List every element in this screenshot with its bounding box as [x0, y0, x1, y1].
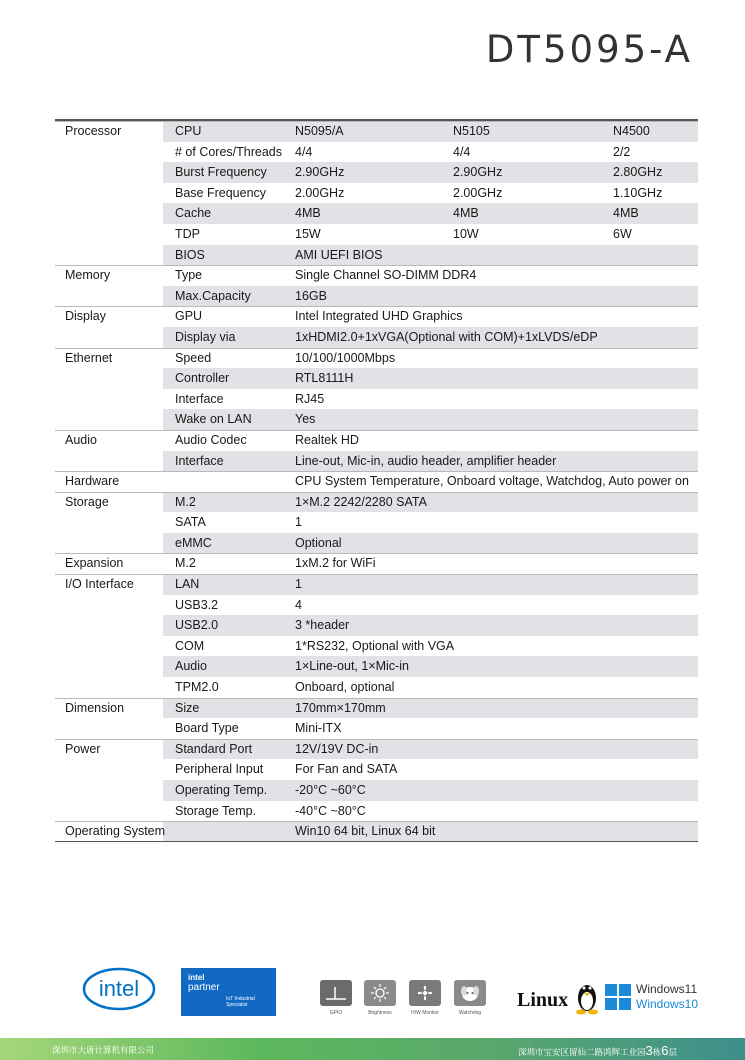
- logo-strip: [0, 962, 745, 1022]
- spec-group-label: [65, 636, 165, 657]
- spec-item-label: BIOS: [175, 247, 205, 262]
- spec-value: 1: [295, 515, 302, 530]
- spec-group-label: Storage: [65, 494, 109, 509]
- spec-item-label: Speed: [175, 350, 212, 365]
- spec-item-label: Operating Temp.: [175, 783, 268, 797]
- spec-item-label: Peripheral Input: [175, 762, 264, 777]
- spec-group-label: I/O Interface: [65, 577, 134, 592]
- spec-group-label: Ethernet: [65, 350, 113, 365]
- partner-specialist-text: IoT Industrial Specialist: [226, 996, 255, 1008]
- spec-group-label: [65, 203, 165, 224]
- spec-row: [55, 368, 698, 389]
- spec-value: RJ45: [295, 391, 325, 406]
- spec-value: 2.00GHz: [295, 185, 345, 200]
- spec-row: [55, 142, 698, 163]
- spec-value: RTL8111H: [295, 371, 354, 386]
- linux-logo: [515, 974, 599, 1016]
- spec-value: For Fan and SATA: [295, 762, 398, 777]
- footer-address: [518, 1043, 677, 1058]
- spec-row: [55, 389, 698, 410]
- spec-row: [55, 512, 698, 533]
- spec-group-label: [65, 245, 165, 266]
- spec-group-label: [65, 512, 165, 533]
- spec-value-2: 10W: [453, 226, 479, 241]
- watchdog-label: Watchdog: [458, 1010, 482, 1016]
- spec-row: [55, 327, 698, 348]
- spec-row: [55, 306, 698, 327]
- spec-row: [55, 780, 698, 801]
- spec-value-2: 2.90GHz: [453, 165, 503, 180]
- spec-item-label: Standard Port: [175, 741, 253, 756]
- spec-value: 1: [295, 577, 302, 592]
- spec-value-3: 1.10GHz: [613, 185, 663, 200]
- spec-group-label: [65, 409, 165, 430]
- product-title: DT5095-A: [485, 28, 693, 71]
- spec-group-label: [65, 162, 165, 183]
- spec-item-label: Interface: [175, 391, 224, 406]
- spec-value: AMI UEFI BIOS: [295, 247, 383, 262]
- footer-address-suffix: 层: [668, 1047, 677, 1057]
- spec-row: [55, 409, 698, 430]
- spec-row: [55, 203, 698, 224]
- spec-value: Mini-ITX: [295, 721, 342, 736]
- spec-value: Yes: [295, 412, 316, 427]
- spec-row: [55, 224, 698, 245]
- spec-item-label: Burst Frequency: [175, 165, 267, 180]
- spec-value: CPU System Temperature, Onboard voltage, Watchdog, Auto power on: [295, 474, 689, 489]
- spec-value-2: 2.00GHz: [453, 185, 503, 200]
- spec-group-label: Audio: [65, 432, 97, 447]
- spec-row: [55, 553, 698, 574]
- spec-group-label: Operating System: [65, 824, 166, 839]
- spec-value: 1xM.2 for WiFi: [295, 556, 376, 571]
- spec-item-label: Interface: [175, 453, 224, 468]
- spec-value: Intel Integrated UHD Graphics: [295, 309, 463, 324]
- partner-text: partner: [188, 982, 220, 993]
- spec-group-label: Processor: [65, 124, 122, 138]
- footer-bar: [0, 1038, 745, 1060]
- spec-item-label: Wake on LAN: [175, 412, 252, 427]
- spec-row: [55, 656, 698, 677]
- spec-value-3: 6W: [613, 226, 632, 241]
- spec-value: 10/100/1000Mbps: [295, 350, 396, 365]
- spec-group-label: [65, 780, 165, 801]
- spec-group-label: [65, 801, 165, 822]
- spec-group-label: Display: [65, 309, 106, 324]
- spec-item-label: Storage Temp.: [175, 803, 257, 818]
- watchdog-icon: [454, 980, 486, 1016]
- spec-item-label: Audio: [175, 659, 207, 674]
- spec-item-label: Display via: [175, 329, 236, 344]
- spec-value-2: N5105: [453, 124, 490, 138]
- spec-value-3: N4500: [613, 124, 650, 138]
- spec-item-label: GPU: [175, 309, 203, 324]
- windows10-text: Windows10: [636, 997, 699, 1011]
- brightness-label: Brightness: [368, 1010, 392, 1016]
- spec-value: 4MB: [295, 206, 321, 221]
- spec-group-label: Power: [65, 741, 101, 756]
- windows-icon: [605, 984, 631, 1010]
- spec-value: Onboard, optional: [295, 680, 395, 695]
- spec-item-label: Audio Codec: [175, 432, 247, 447]
- spec-table: [55, 119, 698, 842]
- spec-row: [55, 451, 698, 472]
- spec-group-label: [65, 759, 165, 780]
- spec-row: [55, 801, 698, 822]
- spec-item-label: Type: [175, 268, 203, 283]
- spec-value: Line-out, Mic-in, audio header, amplifier header: [295, 453, 557, 468]
- spec-item-label: Base Frequency: [175, 185, 267, 200]
- spec-value-3: 2.80GHz: [613, 165, 663, 180]
- spec-value: 4: [295, 597, 302, 612]
- spec-row: [55, 265, 698, 286]
- hw-monitor-label: H/W Monitor: [411, 1010, 439, 1016]
- spec-value: N5095/A: [295, 124, 344, 138]
- spec-row: [55, 162, 698, 183]
- spec-row: [55, 636, 698, 657]
- footer-building-num: 3: [645, 1043, 653, 1058]
- spec-group-label: [65, 595, 165, 616]
- spec-group-label: Memory: [65, 268, 111, 283]
- gpio-label: GPIO: [329, 1010, 343, 1016]
- spec-row: [55, 718, 698, 739]
- spec-group-label: [65, 615, 165, 636]
- spec-item-label: Max.Capacity: [175, 288, 251, 303]
- spec-row: [55, 615, 698, 636]
- spec-item-label: LAN: [175, 577, 200, 592]
- spec-value: Optional: [295, 535, 342, 550]
- spec-value: 15W: [295, 226, 321, 241]
- spec-value: 4/4: [295, 144, 313, 159]
- spec-item-label: CPU: [175, 124, 202, 138]
- hw-monitor-icon: [409, 980, 441, 1016]
- gpio-icon: [320, 980, 352, 1016]
- spec-row: [55, 533, 698, 554]
- spec-value-3: 4MB: [613, 206, 639, 221]
- spec-group-label: [65, 142, 165, 163]
- spec-group-label: [65, 656, 165, 677]
- spec-item-label: TPM2.0: [175, 680, 219, 695]
- spec-item-label: Size: [175, 700, 200, 715]
- spec-value: -20°C ~60°C: [295, 783, 366, 797]
- intel-logo-text: intel: [98, 976, 140, 1001]
- spec-value: 12V/19V DC-in: [295, 741, 379, 756]
- footer-address-mid: 栋: [652, 1047, 662, 1057]
- spec-value: 16GB: [295, 288, 327, 303]
- spec-row: [55, 471, 698, 492]
- spec-item-label: USB2.0: [175, 618, 219, 633]
- spec-row: [55, 698, 698, 719]
- spec-value: -40°C ~80°C: [295, 803, 366, 818]
- spec-row: [55, 286, 698, 307]
- spec-value: 3 *header: [295, 618, 350, 633]
- spec-row: [55, 595, 698, 616]
- spec-value: Win10 64 bit, Linux 64 bit: [295, 824, 436, 839]
- spec-row: [55, 492, 698, 513]
- windows11-text: Windows11: [636, 982, 698, 996]
- spec-item-label: SATA: [175, 515, 206, 530]
- spec-row: [55, 759, 698, 780]
- partner-intel-text: intel: [188, 973, 205, 982]
- spec-value: 1×M.2 2242/2280 SATA: [295, 494, 427, 509]
- spec-group-label: [65, 451, 165, 472]
- spec-item-label: eMMC: [175, 535, 212, 550]
- spec-row: [55, 677, 698, 698]
- intel-logo: [82, 966, 156, 1012]
- spec-row: [55, 739, 698, 760]
- spec-item-label: Cache: [175, 206, 212, 221]
- spec-item-label: Controller: [175, 371, 230, 386]
- spec-value: 1*RS232, Optional with VGA: [295, 638, 455, 653]
- spec-row: [55, 430, 698, 451]
- linux-logo-text: Linux: [517, 989, 569, 1011]
- spec-item-label: USB3.2: [175, 597, 219, 612]
- spec-group-label: Hardware: [65, 474, 120, 489]
- spec-row: [55, 183, 698, 204]
- spec-row: [55, 574, 698, 595]
- spec-value: 170mm×170mm: [295, 700, 386, 715]
- spec-group-label: [65, 327, 165, 348]
- spec-group-label: [65, 677, 165, 698]
- spec-item-label: M.2: [175, 556, 196, 571]
- spec-item-label: COM: [175, 638, 205, 653]
- spec-group-label: [65, 718, 165, 739]
- spec-value-2: 4MB: [453, 206, 479, 221]
- spec-group-label: [65, 368, 165, 389]
- spec-value: Single Channel SO-DIMM DDR4: [295, 268, 477, 283]
- intel-partner-badge: [181, 968, 276, 1016]
- spec-row: [55, 821, 698, 842]
- spec-group-label: [65, 533, 165, 554]
- footer-address-prefix: 深圳市宝安区留仙二路鸿辉工业园: [517, 1047, 646, 1057]
- footer-company: 深圳市大唐计算机有限公司: [52, 1045, 155, 1055]
- spec-group-label: Dimension: [65, 700, 125, 715]
- spec-value: 2.90GHz: [295, 165, 345, 180]
- spec-value: 1xHDMI2.0+1xVGA(Optional with COM)+1xLVDS/eDP: [295, 329, 598, 344]
- brightness-icon: [364, 980, 396, 1016]
- spec-item-label: M.2: [175, 494, 196, 509]
- footer-floor-num: 6: [661, 1043, 669, 1058]
- spec-group-label: [65, 286, 165, 307]
- spec-group-label: Expansion: [65, 556, 124, 571]
- spec-group-label: [65, 224, 165, 245]
- spec-group-label: [65, 389, 165, 410]
- spec-group-label: [65, 183, 165, 204]
- windows-logo: [605, 982, 705, 1016]
- spec-value: Realtek HD: [295, 432, 359, 447]
- spec-row: [55, 245, 698, 266]
- spec-value-2: 4/4: [453, 144, 471, 159]
- spec-value: 1×Line-out, 1×Mic-in: [295, 659, 409, 674]
- spec-item-label: TDP: [175, 226, 200, 241]
- spec-item-label: # of Cores/Threads: [175, 144, 282, 159]
- spec-item-label: Board Type: [175, 721, 239, 736]
- spec-row: [55, 121, 698, 142]
- spec-value-3: 2/2: [613, 144, 631, 159]
- spec-row: [55, 348, 698, 369]
